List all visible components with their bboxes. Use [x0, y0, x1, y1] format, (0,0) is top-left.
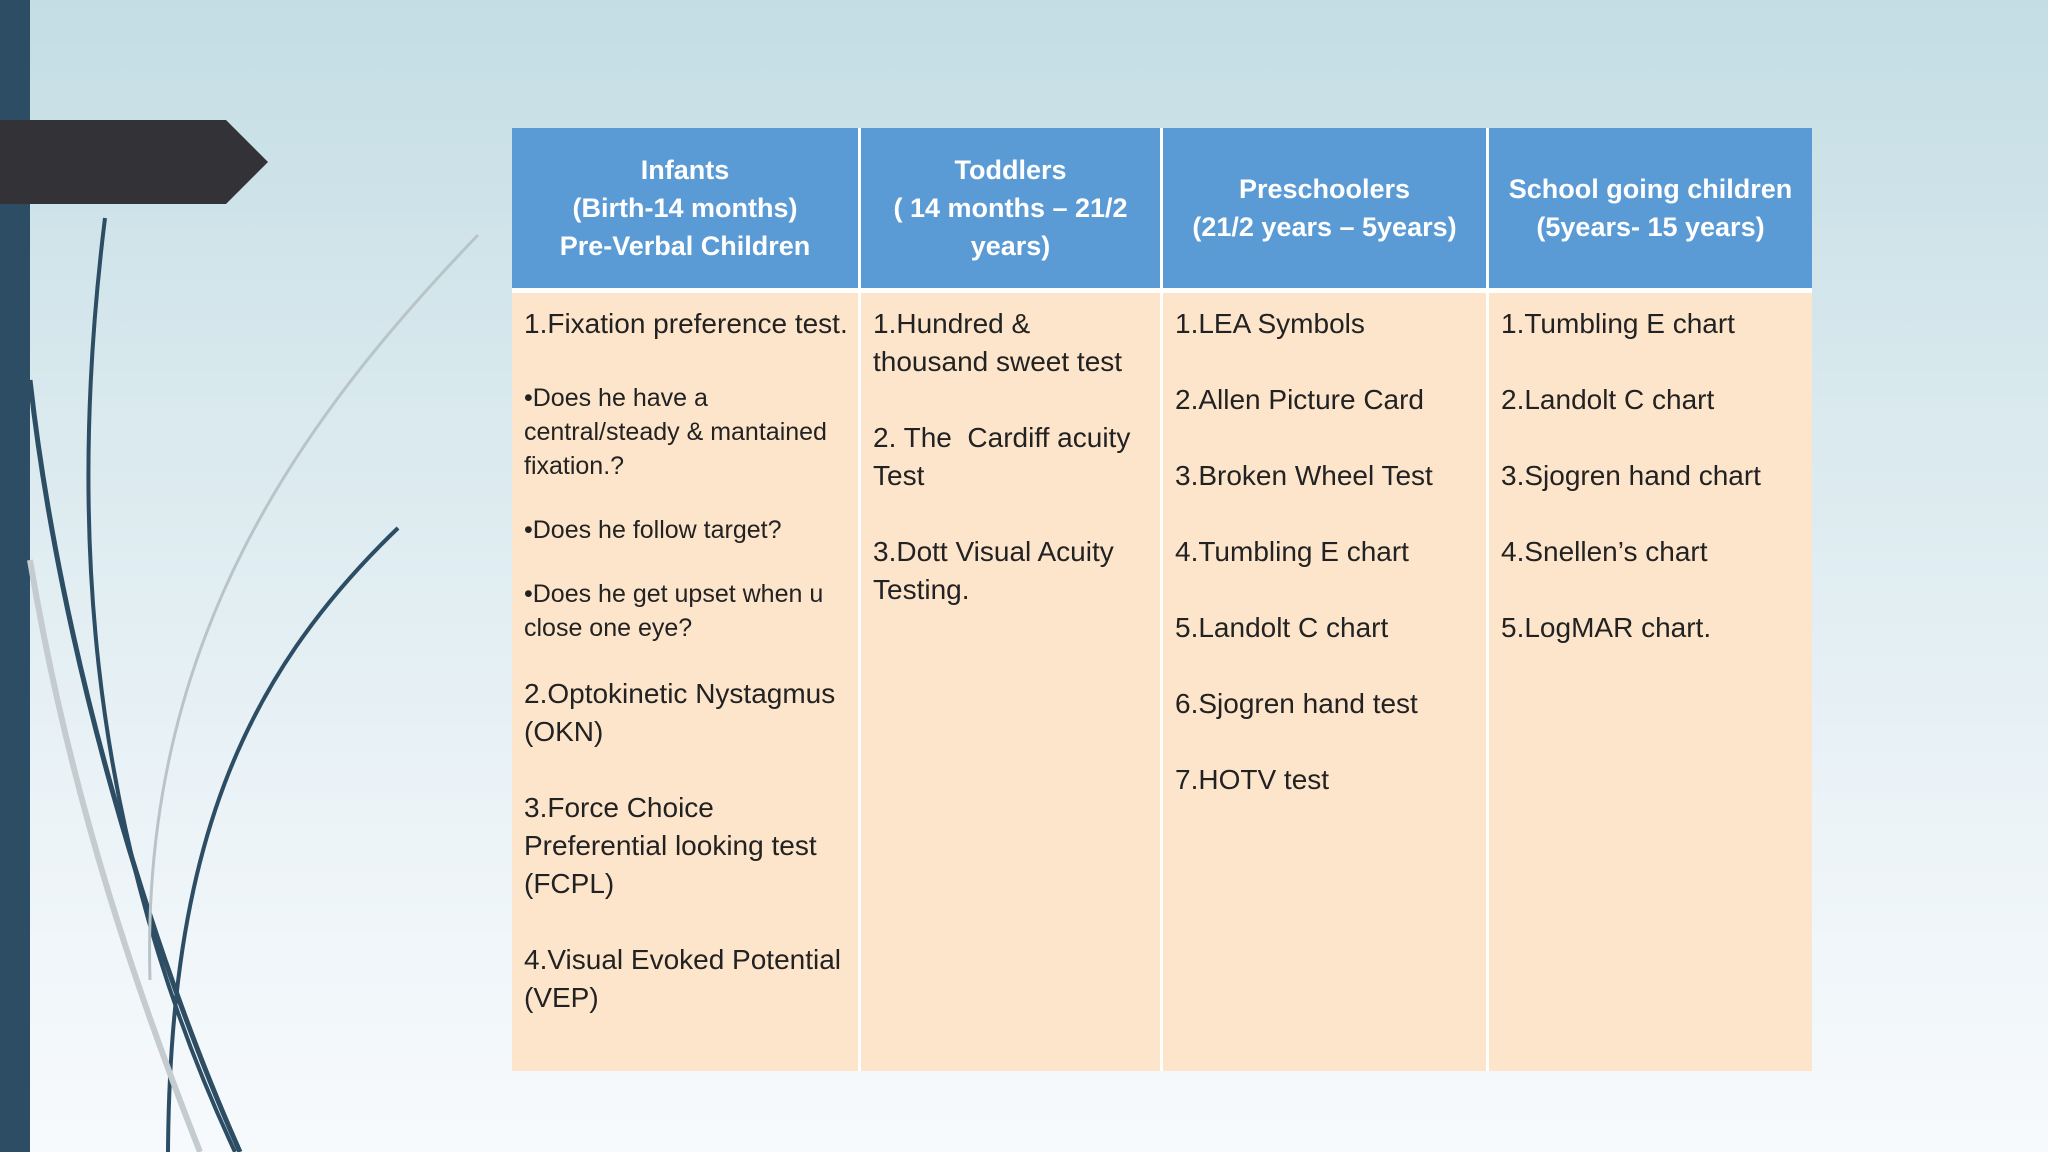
vision-tests-table: [512, 128, 1812, 1071]
list-item: 3.Force Choice Preferential looking test (FCPL): [524, 792, 825, 899]
list-item: 3.Broken Wheel Test: [1175, 460, 1433, 491]
list-item: 2.Landolt C chart: [1501, 384, 1715, 415]
list-item: 1.Fixation preference test.: [524, 308, 848, 339]
list-item: •Does he get upset when u close one eye?: [524, 580, 831, 642]
title-arrow-tab: [0, 120, 268, 204]
list-item: 5.Landolt C chart: [1175, 612, 1389, 643]
list-item: 2.Allen Picture Card: [1175, 384, 1425, 415]
list-item: 7.HOTV test: [1175, 764, 1330, 795]
header-school-going: School going children (5years- 15 years): [1488, 128, 1813, 291]
table-header-row: [512, 128, 1812, 291]
list-item: 4.Snellen’s chart: [1501, 536, 1708, 567]
school-going-list: [1501, 305, 1802, 685]
preschoolers-list: [1175, 305, 1476, 837]
cell-toddlers: [860, 291, 1162, 1072]
infants-list: [524, 305, 848, 1055]
list-item: 2. The Cardiff acuity Test: [873, 422, 1138, 491]
toddlers-list: [873, 305, 1150, 647]
list-item: •Does he follow target?: [524, 516, 782, 544]
list-item: 4.Visual Evoked Potential (VEP): [524, 944, 849, 1013]
table-body-row: [512, 291, 1812, 1072]
list-item: 1.Hundred & thousand sweet test: [873, 308, 1123, 377]
list-item: 6.Sjogren hand test: [1175, 688, 1418, 719]
header-preschoolers: Preschoolers (21/2 years – 5years): [1162, 128, 1488, 291]
cell-infants: [512, 291, 860, 1072]
list-item: 5.LogMAR chart.: [1501, 612, 1712, 643]
list-item: •Does he have a central/steady & mantained fixation.?: [524, 384, 834, 480]
list-item: 1.Tumbling E chart: [1501, 308, 1735, 339]
list-item: 2.Optokinetic Nystagmus (OKN): [524, 678, 844, 747]
list-item: 4.Tumbling E chart: [1175, 536, 1409, 567]
list-item: 1.LEA Symbols: [1175, 308, 1365, 339]
header-infants: Infants (Birth-14 months) Pre-Verbal Children: [512, 128, 860, 291]
list-item: 3.Dott Visual Acuity Testing.: [873, 536, 1122, 605]
list-item: 3.Sjogren hand chart: [1501, 460, 1761, 491]
cell-preschoolers: [1162, 291, 1488, 1072]
header-toddlers: Toddlers ( 14 months – 21/2 years): [860, 128, 1162, 291]
cell-school-going: [1488, 291, 1813, 1072]
